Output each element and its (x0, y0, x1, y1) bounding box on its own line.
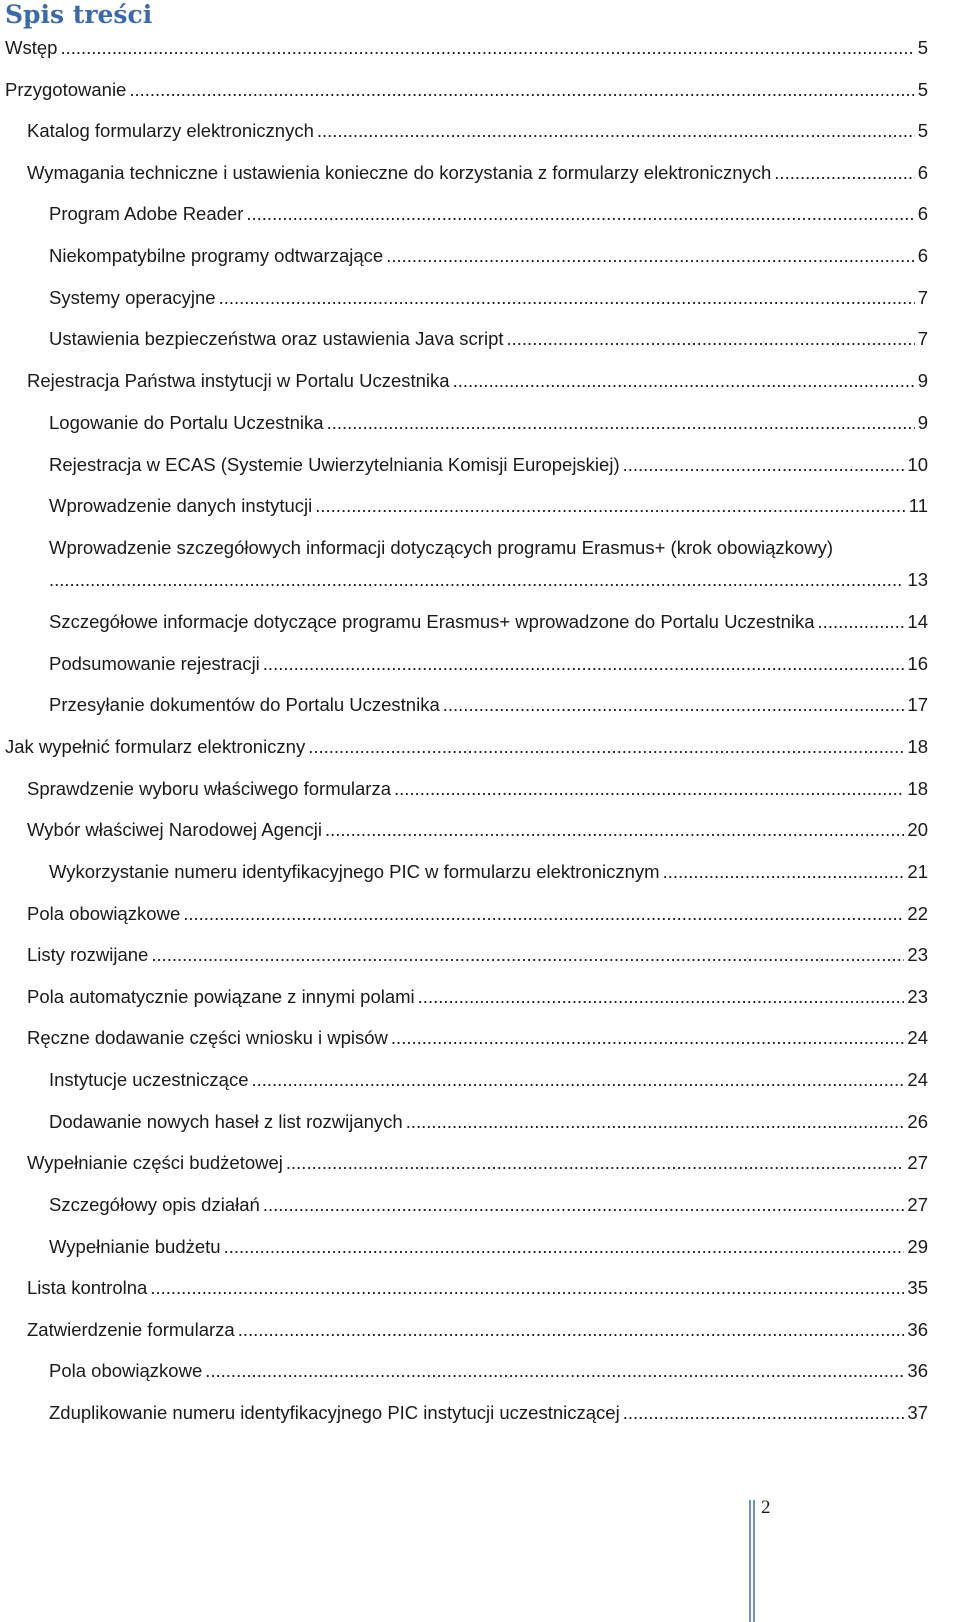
toc-entry-page: 36 (907, 1319, 928, 1340)
dot-leader (263, 650, 905, 678)
toc-entry-title: Wypełnianie budżetu (49, 1236, 221, 1257)
toc-entry[interactable] (49, 1066, 928, 1094)
toc-entry-title: Wstęp (5, 37, 58, 58)
toc-entry[interactable] (49, 325, 928, 353)
toc-entry-page: 21 (907, 861, 928, 882)
dot-leader (286, 1149, 905, 1177)
toc-entry-page: 5 (917, 37, 928, 58)
toc-entry-page: 9 (917, 412, 928, 433)
toc-entry-title: Jak wypełnić formularz elektroniczny (5, 736, 306, 757)
toc-entry-page: 10 (907, 454, 928, 475)
toc-entry-title: Pola automatycznie powiązane z innymi polami (27, 986, 415, 1007)
toc-entry[interactable] (49, 1399, 928, 1427)
toc-entry-title: Pola obowiązkowe (49, 1360, 203, 1381)
dot-leader (327, 409, 915, 437)
toc-entry-title: Ręczne dodawanie części wniosku i wpisów (27, 1027, 388, 1048)
toc-entry-title: Szczegółowe informacje dotyczące programu Erasmus+ wprowadzone do Portalu Uczestnika (49, 611, 815, 632)
toc-entry[interactable] (27, 1316, 928, 1344)
dot-leader (774, 159, 914, 187)
toc-entry-page: 7 (917, 287, 928, 308)
toc-entry[interactable] (49, 534, 928, 596)
toc-entry-title: Program Adobe Reader (49, 203, 244, 224)
dot-leader (49, 566, 904, 594)
dot-leader (818, 608, 905, 636)
dot-leader (315, 492, 906, 520)
toc-entry[interactable] (49, 492, 928, 520)
toc-entry[interactable] (49, 650, 928, 678)
toc-entry[interactable] (27, 1024, 928, 1052)
toc-entry-title: Pola obowiązkowe (27, 903, 181, 924)
dot-leader (623, 1399, 905, 1427)
toc-entry[interactable] (27, 1274, 928, 1302)
dot-leader (219, 284, 915, 312)
toc-entry-title: Zatwierdzenie formularza (27, 1319, 235, 1340)
toc-entry-page: 27 (907, 1194, 928, 1215)
toc-entry-title: Szczegółowy opis działań (49, 1194, 260, 1215)
toc-entry[interactable] (27, 1149, 928, 1177)
dot-leader (406, 1108, 905, 1136)
dot-leader (205, 1357, 904, 1385)
toc-entry[interactable] (5, 76, 928, 104)
toc-entry-page: 23 (907, 944, 928, 965)
dot-leader (308, 733, 904, 761)
toc-entry-page: 24 (907, 1069, 928, 1090)
dot-leader (386, 242, 915, 270)
toc-entry-page: 13 (907, 569, 928, 590)
toc-entry-page: 17 (907, 694, 928, 715)
toc-entry[interactable] (27, 367, 928, 395)
toc-entry[interactable] (49, 284, 928, 312)
dot-leader (325, 816, 904, 844)
toc-entry[interactable] (49, 608, 928, 636)
dot-leader (317, 117, 915, 145)
page-number: 2 (761, 1497, 771, 1518)
toc-entry-page: 5 (917, 120, 928, 141)
dot-leader (224, 1233, 905, 1261)
toc-entry-title: Systemy operacyjne (49, 287, 216, 308)
toc-entry[interactable] (27, 775, 928, 803)
toc-entry[interactable] (49, 1357, 928, 1385)
toc-entry-page: 5 (917, 79, 928, 100)
toc-entry-title: Wymagania techniczne i ustawienia konieczne do korzystania z formularzy elektronicznych (27, 162, 772, 183)
toc-entry-title: Wprowadzenie szczegółowych informacji dotyczących programu Erasmus+ (krok obowiązkowy) (49, 537, 833, 558)
toc-entry-title: Przesyłanie dokumentów do Portalu Uczestnika (49, 694, 440, 715)
toc-entry[interactable] (27, 941, 928, 969)
dot-leader (238, 1316, 905, 1344)
dot-leader (623, 451, 905, 479)
dot-leader (507, 325, 915, 353)
toc-entry-page: 6 (917, 162, 928, 183)
toc-entry-page: 35 (907, 1277, 928, 1298)
toc-entry[interactable] (49, 691, 928, 719)
toc-entry-title: Katalog formularzy elektronicznych (27, 120, 314, 141)
dot-leader (246, 200, 914, 228)
dot-leader (453, 367, 915, 395)
toc-entry[interactable] (27, 983, 928, 1011)
dot-leader (251, 1066, 904, 1094)
toc-entry-page: 6 (917, 245, 928, 266)
toc-entry-page: 26 (907, 1111, 928, 1132)
toc-entry-title: Wypełnianie części budżetowej (27, 1152, 283, 1173)
toc-entry[interactable] (5, 733, 928, 761)
page-title: Spis treści (5, 0, 153, 29)
dot-leader (150, 1274, 904, 1302)
toc-entry-page: 23 (907, 986, 928, 1007)
toc-entry-title: Sprawdzenie wyboru właściwego formularza (27, 778, 391, 799)
toc-entry-page: 20 (907, 819, 928, 840)
toc-entry[interactable] (49, 858, 928, 886)
toc-entry-title: Zduplikowanie numeru identyfikacyjnego PIC instytucji uczestniczącej (49, 1402, 620, 1423)
toc-entry-title: Podsumowanie rejestracji (49, 653, 260, 674)
toc-entry-title: Instytucje uczestniczące (49, 1069, 249, 1090)
toc-entry-page: 7 (917, 328, 928, 349)
toc-entry-title: Wybór właściwej Narodowej Agencji (27, 819, 322, 840)
dot-leader (418, 983, 905, 1011)
toc-entry-title: Listy rozwijane (27, 944, 149, 965)
toc-entry-title: Przygotowanie (5, 79, 127, 100)
dot-leader (263, 1191, 905, 1219)
toc-entry-page: 22 (907, 903, 928, 924)
toc-entry-title: Dodawanie nowych haseł z list rozwijanych (49, 1111, 403, 1132)
toc-entry-title: Wykorzystanie numeru identyfikacyjnego PIC w formularzu elektronicznym (49, 861, 660, 882)
toc-entry[interactable] (49, 1191, 928, 1219)
footer-rule (753, 1500, 755, 1622)
toc-entry[interactable] (49, 200, 928, 228)
toc-entry-page: 18 (907, 736, 928, 757)
toc-entry-page: 36 (907, 1360, 928, 1381)
dot-leader (151, 941, 904, 969)
toc-entry-page: 24 (907, 1027, 928, 1048)
dot-leader (391, 1024, 905, 1052)
dot-leader (129, 76, 914, 104)
dot-leader (663, 858, 905, 886)
toc-entry-title: Lista kontrolna (27, 1277, 148, 1298)
toc-entry-page: 37 (907, 1402, 928, 1423)
toc-entry-page: 6 (917, 203, 928, 224)
dot-leader (60, 34, 914, 62)
toc-entry-page: 27 (907, 1152, 928, 1173)
toc-entry-title: Rejestracja w ECAS (Systemie Uwierzytelniania Komisji Europejskiej) (49, 454, 620, 475)
toc-entry-title: Rejestracja Państwa instytucji w Portalu Uczestnika (27, 370, 450, 391)
toc-entry-page: 29 (907, 1236, 928, 1257)
toc-entry-title: Niekompatybilne programy odtwarzające (49, 245, 384, 266)
toc-entry[interactable] (49, 409, 928, 437)
toc-entry[interactable] (27, 117, 928, 145)
toc-entry[interactable] (49, 1108, 928, 1136)
toc-entry[interactable] (27, 900, 928, 928)
dot-leader (394, 775, 904, 803)
toc-entry-title: Logowanie do Portalu Uczestnika (49, 412, 324, 433)
footer-rule (749, 1500, 751, 1622)
toc-entry-page: 11 (908, 495, 928, 516)
toc-entry-title: Wprowadzenie danych instytucji (49, 495, 313, 516)
toc-entry[interactable] (49, 242, 928, 270)
toc-entry[interactable] (27, 816, 928, 844)
dot-leader (183, 900, 904, 928)
toc-entry[interactable] (5, 34, 928, 62)
toc-entry-title: Ustawienia bezpieczeństwa oraz ustawienia Java script (49, 328, 504, 349)
toc-entry-page: 16 (907, 653, 928, 674)
toc-entry-page: 14 (907, 611, 928, 632)
dot-leader (443, 691, 905, 719)
toc-entry[interactable] (49, 451, 928, 479)
toc-entry[interactable] (49, 1233, 928, 1261)
toc-entry[interactable] (27, 159, 928, 187)
toc-entry-page: 18 (907, 778, 928, 799)
toc-entry-page: 9 (917, 370, 928, 391)
